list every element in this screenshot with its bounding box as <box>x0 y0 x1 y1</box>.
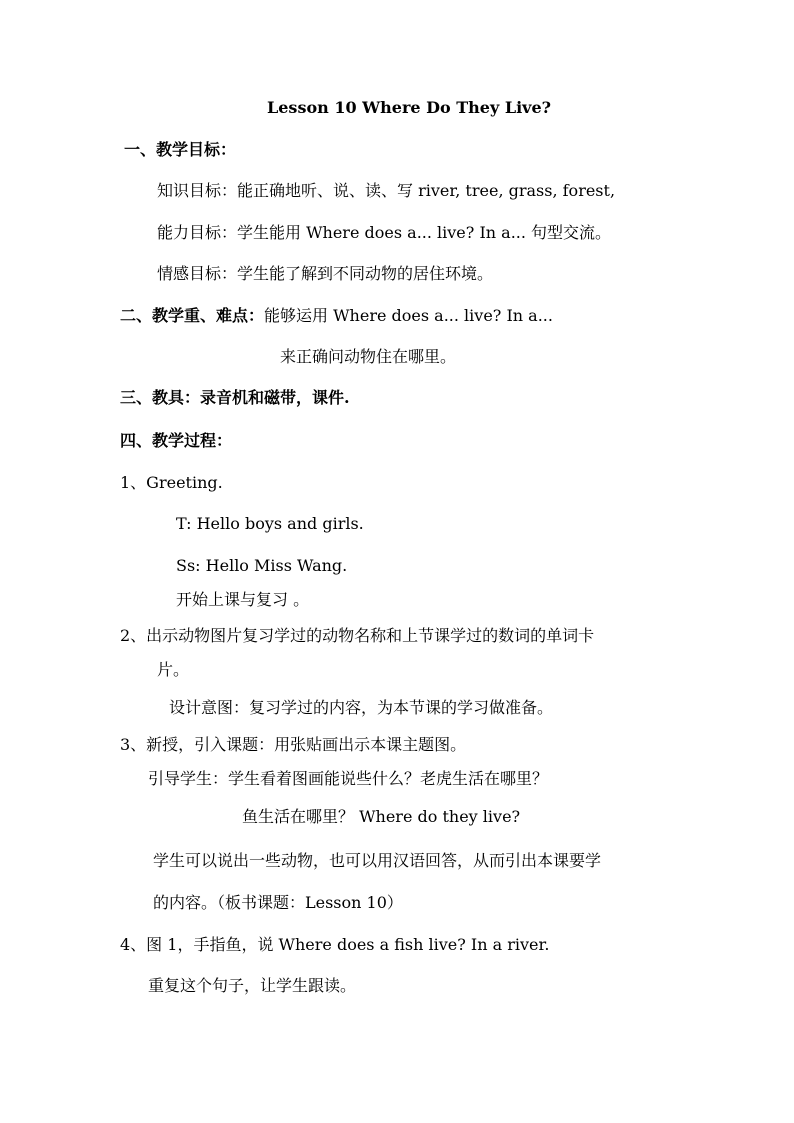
step3-guide-2: 鱼生活在哪里？ Where do they live? <box>242 807 521 826</box>
step3-guide-1: 引导学生：学生看着图画能说些什么？老虎生活在哪里？ <box>148 769 549 788</box>
ability-objective: 能力目标：学生能用 Where does a... live? In a... 句型交流。 <box>157 223 612 242</box>
step1-students-line: Ss: Hello Miss Wang. <box>176 556 348 575</box>
step2-title-cont: 片。 <box>157 660 190 679</box>
objectives-heading: 一、教学目标： <box>124 140 237 159</box>
step3-title: 3、新授，引入课题：用张贴画出示本课主题图。 <box>120 735 467 754</box>
process-heading: 四、教学过程： <box>120 431 233 450</box>
tools-heading: 三、教具：录音机和磁带，课件. <box>120 388 350 407</box>
step2-title: 2、出示动物图片复习学过的动物名称和上节课学过的数词的单词卡 <box>120 626 595 645</box>
step4-title: 4、图 1，手指鱼，说 Where does a fish live? In a river. <box>120 935 550 954</box>
step2-design-intent: 设计意图：复习学过的内容，为本节课的学习做准备。 <box>169 698 554 717</box>
emotion-objective: 情感目标：学生能了解到不同动物的居住环境。 <box>157 264 494 283</box>
key-points-line <box>120 306 553 326</box>
step3-note-1: 学生可以说出一些动物，也可以用汉语回答，从而引出本课要学 <box>153 851 602 870</box>
page-title: Lesson 10 Where Do They Live? <box>267 98 551 117</box>
knowledge-objective: 知识目标：能正确地听、说、读、写 river, tree, grass, forest, <box>157 181 616 200</box>
step1-note: 开始上课与复习 。 <box>176 590 310 609</box>
step4-note: 重复这个句子，让学生跟读。 <box>148 976 357 995</box>
key-points-text: 能够运用 Where does a... live? In a... <box>264 306 553 325</box>
key-points-text-2: 来正确问动物住在哪里。 <box>280 347 457 366</box>
step1-title: 1、Greeting. <box>120 473 223 492</box>
key-points-heading: 二、教学重、难点： <box>120 306 265 325</box>
step3-note-2: 的内容。（板书课题：Lesson 10） <box>153 893 403 912</box>
step1-teacher-line: T: Hello boys and girls. <box>176 514 364 533</box>
